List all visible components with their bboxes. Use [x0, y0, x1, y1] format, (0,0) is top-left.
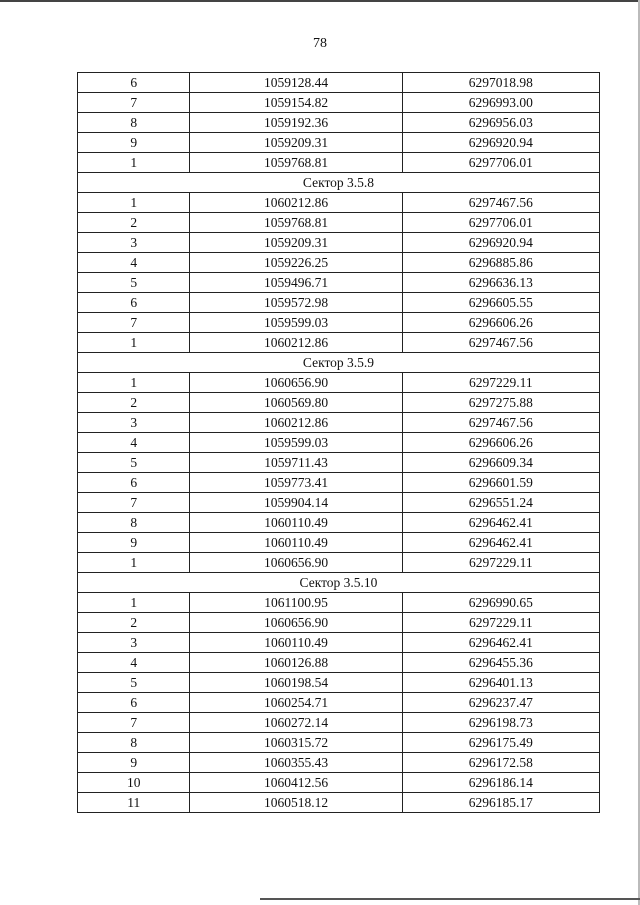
x-coordinate-cell: 1060126.88	[190, 653, 402, 673]
y-coordinate-cell: 6297467.56	[402, 413, 599, 433]
point-number-cell: 7	[78, 713, 190, 733]
x-coordinate-cell: 1060198.54	[190, 673, 402, 693]
table-row	[78, 713, 600, 733]
x-coordinate-cell: 1060569.80	[190, 393, 402, 413]
y-coordinate-cell: 6296186.14	[402, 773, 599, 793]
table-row	[78, 293, 600, 313]
point-number-cell: 4	[78, 653, 190, 673]
y-coordinate-cell: 6296606.26	[402, 433, 599, 453]
point-number-cell: 11	[78, 793, 190, 813]
y-coordinate-cell: 6296609.34	[402, 453, 599, 473]
table-row	[78, 793, 600, 813]
sector-title: Сектор 3.5.8	[78, 173, 600, 193]
x-coordinate-cell: 1060110.49	[190, 533, 402, 553]
table-row	[78, 633, 600, 653]
table-row	[78, 133, 600, 153]
x-coordinate-cell: 1059128.44	[190, 73, 402, 93]
table-row	[78, 233, 600, 253]
point-number-cell: 1	[78, 333, 190, 353]
point-number-cell: 6	[78, 473, 190, 493]
table-row	[78, 93, 600, 113]
sector-title: Сектор 3.5.9	[78, 353, 600, 373]
point-number-cell: 8	[78, 733, 190, 753]
point-number-cell: 5	[78, 453, 190, 473]
sector-header-row	[78, 353, 600, 373]
x-coordinate-cell: 1059226.25	[190, 253, 402, 273]
point-number-cell: 1	[78, 153, 190, 173]
x-coordinate-cell: 1059904.14	[190, 493, 402, 513]
table-row	[78, 733, 600, 753]
point-number-cell: 4	[78, 433, 190, 453]
point-number-cell: 4	[78, 253, 190, 273]
y-coordinate-cell: 6297706.01	[402, 213, 599, 233]
x-coordinate-cell: 1059599.03	[190, 433, 402, 453]
table-row	[78, 193, 600, 213]
x-coordinate-cell: 1059768.81	[190, 213, 402, 233]
y-coordinate-cell: 6296920.94	[402, 233, 599, 253]
table-row	[78, 73, 600, 93]
x-coordinate-cell: 1059209.31	[190, 233, 402, 253]
point-number-cell: 7	[78, 313, 190, 333]
page-number: 78	[313, 36, 327, 51]
point-number-cell: 3	[78, 633, 190, 653]
y-coordinate-cell: 6296605.55	[402, 293, 599, 313]
x-coordinate-cell: 1060656.90	[190, 553, 402, 573]
coordinates-table-body	[78, 73, 600, 813]
y-coordinate-cell: 6297018.98	[402, 73, 599, 93]
x-coordinate-cell: 1060254.71	[190, 693, 402, 713]
point-number-cell: 3	[78, 413, 190, 433]
y-coordinate-cell: 6296455.36	[402, 653, 599, 673]
x-coordinate-cell: 1059768.81	[190, 153, 402, 173]
x-coordinate-cell: 1060212.86	[190, 193, 402, 213]
y-coordinate-cell: 6297229.11	[402, 553, 599, 573]
table-row	[78, 653, 600, 673]
point-number-cell: 10	[78, 773, 190, 793]
y-coordinate-cell: 6296990.65	[402, 593, 599, 613]
point-number-cell: 6	[78, 693, 190, 713]
point-number-cell: 7	[78, 93, 190, 113]
table-row	[78, 533, 600, 553]
y-coordinate-cell: 6296175.49	[402, 733, 599, 753]
table-row	[78, 313, 600, 333]
x-coordinate-cell: 1059154.82	[190, 93, 402, 113]
x-coordinate-cell: 1060518.12	[190, 793, 402, 813]
x-coordinate-cell: 1060110.49	[190, 513, 402, 533]
table-row	[78, 693, 600, 713]
x-coordinate-cell: 1059192.36	[190, 113, 402, 133]
point-number-cell: 2	[78, 213, 190, 233]
y-coordinate-cell: 6296551.24	[402, 493, 599, 513]
y-coordinate-cell: 6296198.73	[402, 713, 599, 733]
scan-edge-top	[0, 0, 640, 2]
x-coordinate-cell: 1059496.71	[190, 273, 402, 293]
table-row	[78, 493, 600, 513]
y-coordinate-cell: 6296185.17	[402, 793, 599, 813]
point-number-cell: 1	[78, 373, 190, 393]
x-coordinate-cell: 1060212.86	[190, 413, 402, 433]
y-coordinate-cell: 6296993.00	[402, 93, 599, 113]
y-coordinate-cell: 6296920.94	[402, 133, 599, 153]
point-number-cell: 8	[78, 113, 190, 133]
point-number-cell: 1	[78, 193, 190, 213]
point-number-cell: 9	[78, 133, 190, 153]
x-coordinate-cell: 1061100.95	[190, 593, 402, 613]
table-row	[78, 333, 600, 353]
table-row	[78, 473, 600, 493]
y-coordinate-cell: 6296401.13	[402, 673, 599, 693]
table-row	[78, 453, 600, 473]
table-row	[78, 513, 600, 533]
table-row	[78, 413, 600, 433]
table-row	[78, 593, 600, 613]
x-coordinate-cell: 1060656.90	[190, 373, 402, 393]
sector-header-row	[78, 573, 600, 593]
point-number-cell: 7	[78, 493, 190, 513]
x-coordinate-cell: 1060355.43	[190, 753, 402, 773]
point-number-cell: 6	[78, 293, 190, 313]
y-coordinate-cell: 6297229.11	[402, 373, 599, 393]
table-row	[78, 253, 600, 273]
y-coordinate-cell: 6297467.56	[402, 333, 599, 353]
table-row	[78, 433, 600, 453]
coordinates-table	[77, 72, 600, 813]
y-coordinate-cell: 6296606.26	[402, 313, 599, 333]
x-coordinate-cell: 1059572.98	[190, 293, 402, 313]
table-row	[78, 273, 600, 293]
sector-header-row	[78, 173, 600, 193]
point-number-cell: 3	[78, 233, 190, 253]
point-number-cell: 5	[78, 273, 190, 293]
y-coordinate-cell: 6296885.86	[402, 253, 599, 273]
y-coordinate-cell: 6296462.41	[402, 513, 599, 533]
table-row	[78, 393, 600, 413]
y-coordinate-cell: 6296462.41	[402, 533, 599, 553]
y-coordinate-cell: 6296172.58	[402, 753, 599, 773]
table-row	[78, 613, 600, 633]
point-number-cell: 1	[78, 553, 190, 573]
x-coordinate-cell: 1060212.86	[190, 333, 402, 353]
point-number-cell: 2	[78, 613, 190, 633]
sector-title: Сектор 3.5.10	[78, 573, 600, 593]
point-number-cell: 5	[78, 673, 190, 693]
table-row	[78, 153, 600, 173]
x-coordinate-cell: 1060315.72	[190, 733, 402, 753]
point-number-cell: 1	[78, 593, 190, 613]
point-number-cell: 9	[78, 533, 190, 553]
point-number-cell: 9	[78, 753, 190, 773]
table-row	[78, 553, 600, 573]
table-row	[78, 373, 600, 393]
scan-edge-bottom	[260, 898, 640, 900]
x-coordinate-cell: 1060110.49	[190, 633, 402, 653]
table-row	[78, 213, 600, 233]
x-coordinate-cell: 1060412.56	[190, 773, 402, 793]
point-number-cell: 6	[78, 73, 190, 93]
y-coordinate-cell: 6296462.41	[402, 633, 599, 653]
point-number-cell: 8	[78, 513, 190, 533]
x-coordinate-cell: 1059711.43	[190, 453, 402, 473]
y-coordinate-cell: 6297467.56	[402, 193, 599, 213]
point-number-cell: 2	[78, 393, 190, 413]
y-coordinate-cell: 6296237.47	[402, 693, 599, 713]
y-coordinate-cell: 6297275.88	[402, 393, 599, 413]
y-coordinate-cell: 6296636.13	[402, 273, 599, 293]
table-row	[78, 773, 600, 793]
y-coordinate-cell: 6297706.01	[402, 153, 599, 173]
y-coordinate-cell: 6296601.59	[402, 473, 599, 493]
x-coordinate-cell: 1060272.14	[190, 713, 402, 733]
x-coordinate-cell: 1059209.31	[190, 133, 402, 153]
x-coordinate-cell: 1059773.41	[190, 473, 402, 493]
y-coordinate-cell: 6296956.03	[402, 113, 599, 133]
x-coordinate-cell: 1059599.03	[190, 313, 402, 333]
table-row	[78, 673, 600, 693]
table-row	[78, 113, 600, 133]
table-row	[78, 753, 600, 773]
x-coordinate-cell: 1060656.90	[190, 613, 402, 633]
y-coordinate-cell: 6297229.11	[402, 613, 599, 633]
